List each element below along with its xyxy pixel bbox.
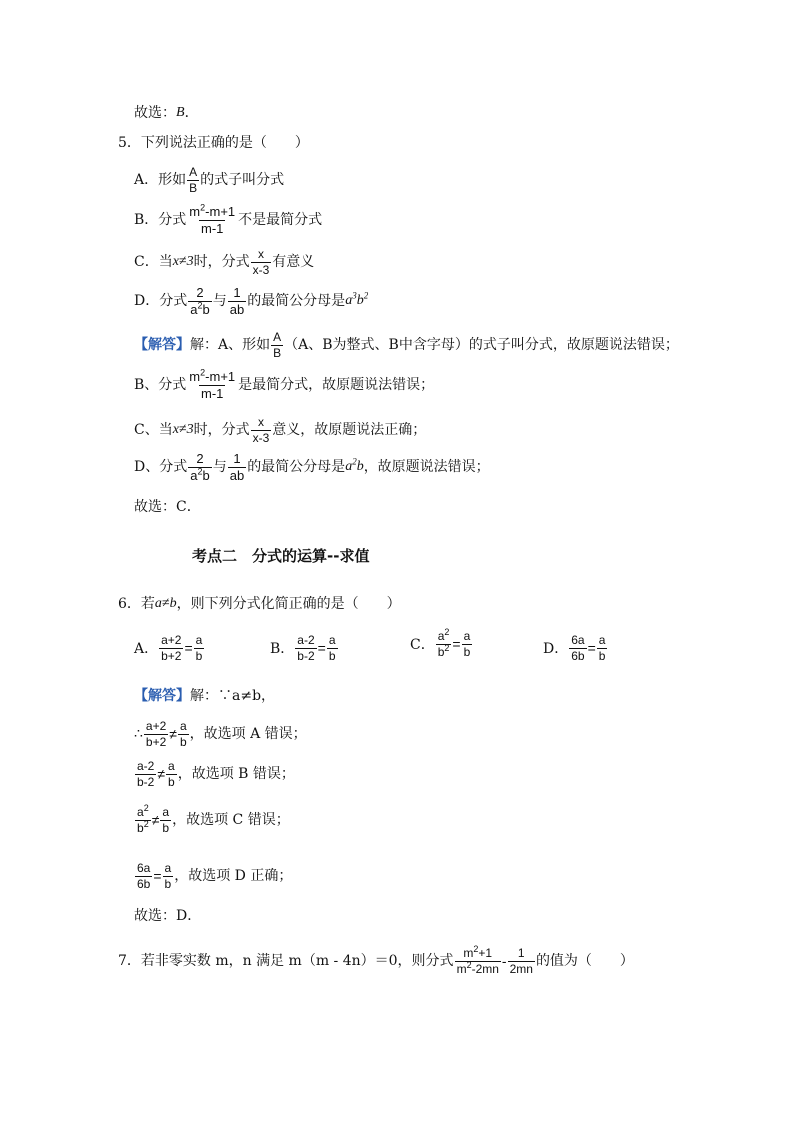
solution-text: ，故原题说法错误；: [363, 459, 490, 476]
option-text: 不是最简分式: [238, 212, 323, 229]
q5-solution-line-4: [134, 452, 490, 482]
numerator: a-2: [297, 633, 315, 647]
numerator: $m^2+1$: [463, 944, 493, 960]
solution-text: 意义，故原题说法正确；: [272, 422, 427, 439]
option-label: A．: [134, 641, 159, 658]
denominator: B: [273, 345, 282, 360]
denominator: b-2: [137, 774, 155, 789]
solution-text: ，故选项 C 错误；: [172, 812, 290, 829]
denominator: $b^2$: [437, 642, 450, 659]
fraction: [135, 760, 156, 788]
option-label: D．: [543, 641, 569, 658]
relation: =: [452, 636, 461, 653]
condition: a≠b: [154, 596, 177, 611]
denominator: b: [179, 734, 187, 749]
denominator: B: [189, 180, 198, 195]
numerator: 1: [233, 451, 241, 466]
q6-solution-row-a: [134, 720, 307, 748]
fraction: [135, 862, 152, 890]
numerator: A: [189, 165, 198, 179]
numerator: a+2: [161, 633, 182, 647]
solution-text: （A、B为整式、B中含字母）的式子叫分式，故原题说法错误；: [284, 337, 679, 354]
result-expression: $a^3b^2$: [345, 290, 369, 309]
denominator: b: [598, 648, 606, 663]
denominator: 6b: [571, 648, 585, 663]
stem-text: ，则下列分式化简正确的是（ ）: [176, 596, 401, 612]
q5-option-d: [134, 286, 368, 316]
solution-text: B、分式: [134, 377, 187, 394]
numerator: a: [179, 719, 187, 733]
q5-stem: 5．下列说法正确的是（ ）: [118, 135, 309, 151]
denominator: b: [195, 648, 203, 663]
denominator: b-2: [297, 648, 315, 663]
denominator: $a^2b$: [190, 300, 210, 317]
q6-solution-row-b: [134, 760, 295, 788]
q6-solution-intro: [134, 689, 275, 703]
fraction: [228, 286, 246, 316]
result-expression: $a^2b$: [345, 456, 364, 475]
numerator: 2: [196, 451, 204, 466]
numerator: a: [168, 759, 175, 773]
fraction: [178, 720, 189, 748]
condition: x≠3: [172, 254, 194, 270]
q6-stem: [118, 597, 401, 611]
fraction: [271, 331, 283, 359]
relation: ≠: [151, 812, 160, 829]
denominator: ab: [229, 301, 245, 317]
fraction: [188, 452, 211, 482]
fraction: [228, 452, 246, 482]
option-text: B．分式: [134, 212, 187, 229]
numerator: $m^2-m+1$: [189, 367, 236, 384]
answer-letter: B: [176, 105, 185, 120]
fraction: [462, 630, 473, 658]
q6-option-a: [134, 634, 205, 662]
fraction: [569, 634, 586, 662]
fraction: [295, 634, 316, 662]
numerator: 2: [196, 285, 204, 300]
numerator: 6a: [571, 633, 585, 647]
stem-text: 6．若: [118, 596, 155, 612]
solution-text: C、当: [134, 422, 173, 439]
option-text: 时，分式: [193, 254, 250, 271]
numerator: a: [598, 633, 606, 647]
denominator: x-3: [252, 262, 270, 277]
numerator: x: [257, 247, 264, 261]
numerator: 1: [517, 946, 525, 960]
denominator: b: [162, 820, 170, 835]
solution-text: D、分式: [134, 459, 188, 476]
denominator: $b^2$: [137, 818, 149, 835]
fraction: [327, 634, 338, 662]
option-text: D．分式: [134, 293, 188, 310]
section-heading: 考点二 分式的运算--求值: [192, 547, 370, 565]
q5-answer: 故选：C．: [134, 499, 201, 515]
denominator: $m^2-2mn$: [456, 959, 499, 976]
numerator: $a^2$: [437, 627, 450, 643]
answer-end: ．: [184, 105, 199, 121]
relation: -: [501, 953, 507, 970]
q5-option-a: [134, 166, 284, 194]
denominator: $a^2b$: [190, 466, 210, 483]
relation: =: [317, 640, 326, 657]
fraction: [187, 202, 237, 236]
denominator: b+2: [161, 648, 182, 663]
condition: x≠3: [172, 422, 194, 438]
numerator: a: [162, 805, 170, 819]
q5-option-b: [134, 202, 323, 236]
numerator: a: [195, 633, 203, 647]
q5-option-c: [134, 248, 314, 276]
fraction: [160, 806, 171, 834]
option-label: B．: [270, 641, 295, 658]
answer-label: 故选：: [134, 105, 176, 121]
denominator: ab: [229, 467, 245, 483]
q5-solution-line-3: [134, 416, 426, 444]
q5-solution-line-2: [134, 367, 435, 401]
numerator: 1: [233, 285, 241, 300]
solution-text: ，故选项 A 错误；: [189, 726, 307, 743]
fraction: [188, 286, 211, 316]
fraction: [251, 248, 272, 276]
numerator: a: [328, 633, 336, 647]
fraction: [597, 634, 608, 662]
option-text: 有意义: [272, 254, 315, 271]
denominator: 6b: [137, 876, 151, 891]
numerator: x: [257, 415, 264, 429]
fraction: [187, 367, 237, 401]
solution-text: ∴: [134, 726, 143, 743]
stem-text: 的值为（ ）: [535, 953, 634, 970]
fraction: [166, 760, 177, 788]
solution-text: ，故选项 B 错误；: [177, 766, 295, 783]
fraction: [144, 720, 168, 748]
prev-answer: [134, 106, 199, 120]
fraction: [159, 634, 183, 662]
fraction: [135, 803, 151, 835]
relation: ≠: [157, 766, 166, 783]
numerator: a+2: [145, 719, 167, 733]
solution-text: 是最简分式，故原题说法错误；: [238, 377, 435, 394]
numerator: A: [273, 330, 282, 344]
fraction: [187, 166, 199, 194]
option-text: 的式子叫分式: [200, 172, 285, 189]
fraction: [508, 947, 535, 975]
solution-tag: 【解答】: [134, 688, 190, 704]
denominator: b: [168, 774, 175, 789]
fraction: [436, 627, 452, 659]
relation: =: [587, 640, 596, 657]
q6-solution-row-c: [134, 803, 290, 835]
option-text: C．当: [134, 254, 173, 271]
option-label: C．: [410, 637, 435, 654]
q6-solution-row-d: [134, 862, 292, 890]
option-text: 与: [212, 293, 227, 310]
q6-option-d: [543, 634, 608, 662]
solution-text: 时，分式: [193, 422, 250, 439]
numerator: a: [463, 629, 471, 643]
fraction: [251, 416, 272, 444]
relation: =: [153, 868, 162, 885]
denominator: b: [164, 876, 172, 891]
numerator: a-2: [137, 759, 155, 773]
numerator: $m^2-m+1$: [189, 202, 236, 219]
q6-option-c: [410, 627, 473, 659]
denominator: b: [328, 648, 336, 663]
solution-text: 解：A、形如: [190, 337, 271, 354]
option-text: 的最简公分母是: [247, 293, 346, 310]
solution-text: 与: [212, 459, 227, 476]
fraction: [194, 634, 205, 662]
relation: =: [184, 640, 193, 657]
denominator: 2mn: [509, 961, 533, 976]
denominator: b+2: [145, 734, 167, 749]
relation: ≠: [169, 726, 177, 743]
stem-text: 7．若非零实数 m，n 满足 m（m - 4n）＝0，则分式: [118, 953, 454, 970]
denominator: b: [463, 644, 471, 659]
q6-answer: 故选：D．: [134, 908, 202, 924]
q5-solution-line-1: [134, 331, 679, 359]
q6-option-b: [270, 634, 339, 662]
solution-text: ，故选项 D 正确；: [174, 868, 293, 885]
numerator: $a^2$: [137, 803, 149, 819]
denominator: m-1: [201, 220, 224, 236]
solution-tag: 【解答】: [134, 337, 190, 354]
numerator: 6a: [137, 861, 151, 875]
denominator: x-3: [252, 430, 270, 445]
solution-text: 解：∵a≠b，: [190, 688, 276, 704]
fraction: [455, 944, 501, 976]
numerator: a: [164, 861, 172, 875]
q7-stem: [118, 944, 634, 976]
option-text: A．形如: [134, 172, 187, 189]
denominator: m-1: [201, 385, 224, 401]
fraction: [163, 862, 174, 890]
solution-text: 的最简公分母是: [247, 459, 346, 476]
